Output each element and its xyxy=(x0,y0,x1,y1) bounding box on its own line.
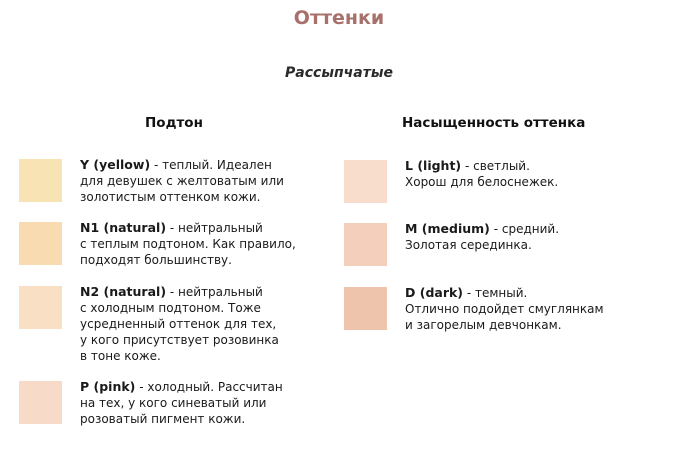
shade-description xyxy=(80,379,283,427)
shade-description xyxy=(80,157,284,205)
shade-text-line: - темный. xyxy=(463,286,528,300)
shade-swatch xyxy=(19,286,62,329)
undertone-column-header: Подтон xyxy=(145,115,203,131)
shade-description xyxy=(80,284,279,364)
shade-swatch xyxy=(19,159,62,202)
shade-text-line: Отлично подойдет смуглянкам xyxy=(405,302,604,316)
shade-code: D (dark) xyxy=(405,285,464,300)
shade-text-line: у кого присутствует розовинка xyxy=(80,333,279,347)
shade-swatch xyxy=(19,222,62,265)
shade-text-line: на тех, у кого синеватый или xyxy=(80,396,267,410)
shade-text-line: - средний. xyxy=(489,222,560,236)
shade-text-line: - нейтральный xyxy=(166,221,263,235)
section-subtitle: Рассыпчатые xyxy=(285,65,393,81)
shade-code: P (pink) xyxy=(80,379,136,394)
shade-code: N1 (natural) xyxy=(80,220,167,235)
shade-text-line: - светлый. xyxy=(461,159,530,173)
shade-text-line: - нейтральный xyxy=(166,285,263,299)
shade-code: Y (yellow) xyxy=(80,157,151,172)
shade-text-line: золотистым оттенком кожи. xyxy=(80,190,261,204)
shade-text-line: - холодный. Рассчитан xyxy=(135,380,283,394)
shade-swatch xyxy=(344,287,387,330)
shade-text-line: для девушек с желтоватым или xyxy=(80,174,284,188)
shade-description xyxy=(405,158,558,190)
page-title: Оттенки xyxy=(293,7,385,29)
shade-text-line: усредненный оттенок для тех, xyxy=(80,317,277,331)
shade-code: M (medium) xyxy=(405,221,490,236)
shade-swatch xyxy=(19,381,62,424)
shade-text-line: с холодным подтоном. Тоже xyxy=(80,301,261,315)
shade-text-line: - теплый. Идеален xyxy=(150,158,272,172)
shade-swatch xyxy=(344,160,387,203)
shade-swatch xyxy=(344,223,387,266)
shade-description xyxy=(405,221,559,253)
shade-text-line: розоватый пигмент кожи. xyxy=(80,412,246,426)
saturation-column-header: Насыщенность оттенка xyxy=(402,115,586,131)
shade-text-line: подходят большинству. xyxy=(80,253,232,267)
shade-code: N2 (natural) xyxy=(80,284,167,299)
shade-text-line: Золотая серединка. xyxy=(405,238,532,252)
shade-description xyxy=(405,285,604,333)
shade-text-line: Хорош для белоснежек. xyxy=(405,175,559,189)
shade-code: L (light) xyxy=(405,158,462,173)
shade-description xyxy=(80,220,296,268)
shade-text-line: с теплым подтоном. Как правило, xyxy=(80,237,296,251)
shade-text-line: и загорелым девчонкам. xyxy=(405,318,562,332)
shade-text-line: в тоне коже. xyxy=(80,349,161,363)
